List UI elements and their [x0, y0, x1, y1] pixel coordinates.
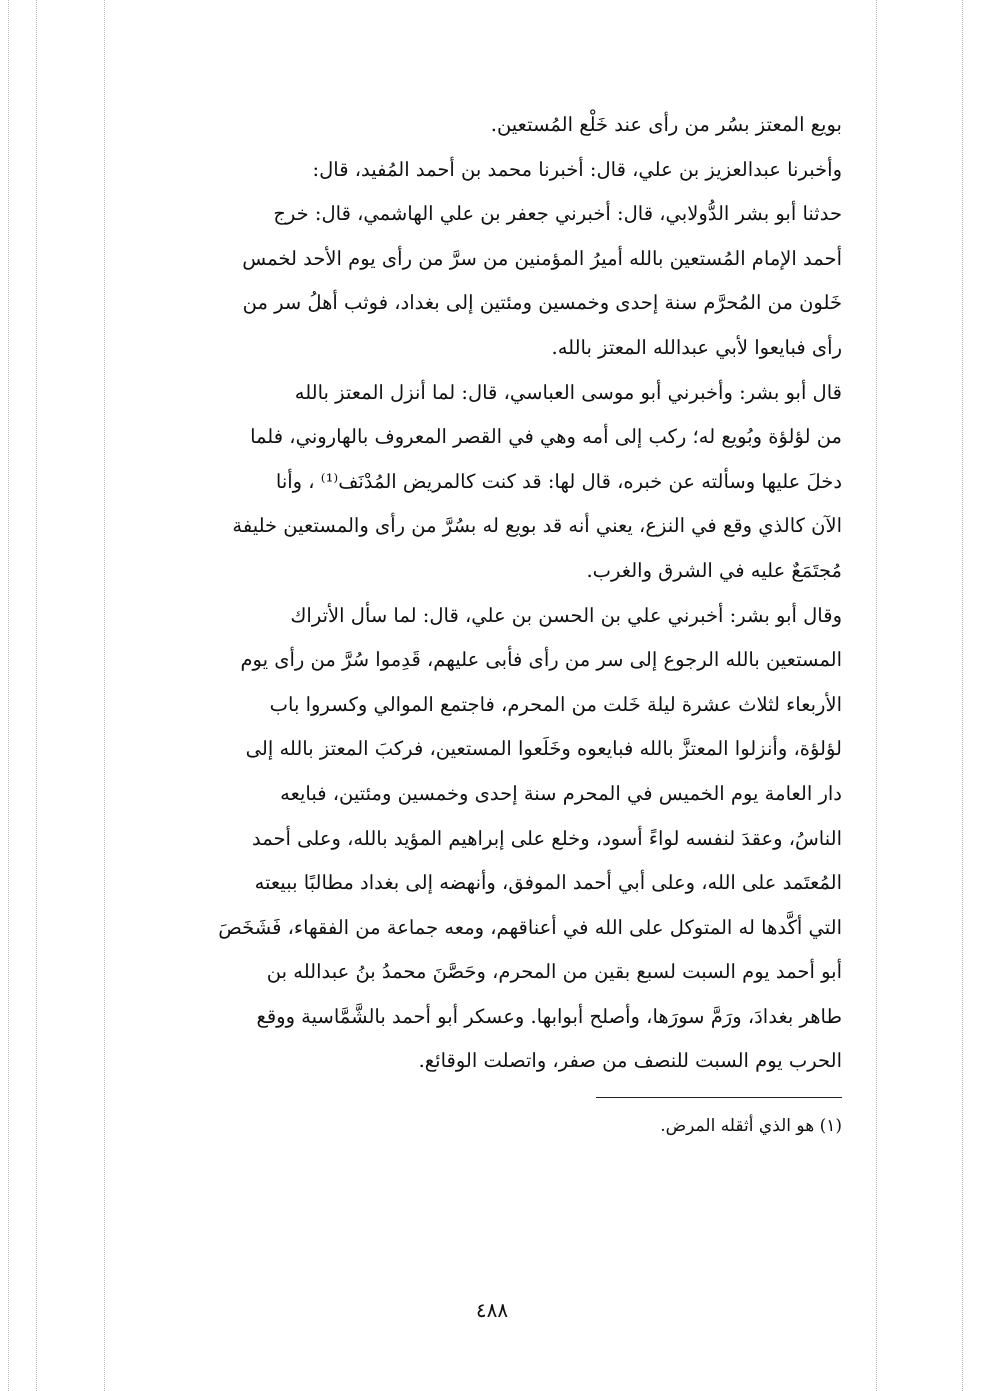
- text-line: المستعين بالله الرجوع إلى سر من رأى فأبى عليهم، قَدِموا سُرَّ من رأى يوم: [240, 648, 842, 672]
- margin-guide-right-outer: [962, 0, 963, 1391]
- page-number: ٤٨٨: [475, 1298, 509, 1322]
- text-line: وقال أبو بشر: أخبرني علي بن الحسن بن علي، قال: لما سأل الأتراك: [290, 603, 842, 627]
- text-line: لؤلؤة، وأنزلوا المعتزَّ بالله فبايعوه وخَلَعوا المستعين، فركبَ المعتز بالله إلى: [245, 737, 842, 761]
- margin-guide-right-text: [876, 0, 877, 1391]
- text-line: دخلَ عليها وسألته عن خبره، قال لها: قد كنت كالمريض المُدْنَف⁽¹⁾ ، وأنا: [275, 469, 842, 493]
- text-line: مُجتَمَعٌ عليه في الشرق والغرب.: [586, 558, 842, 582]
- margin-guide-left-text: [104, 0, 105, 1391]
- text-line: أحمد الإمام المُستعين بالله أميرُ المؤمنين من سرَّ من رأى يوم الأحد لخمس: [242, 246, 842, 270]
- footnote-divider: [596, 1097, 842, 1098]
- text-line: رأى فبايعوا لأبي عبدالله المعتز بالله.: [551, 335, 842, 359]
- text-line: حدثنا أبو بشر الدُّولابي، قال: أخبرني جعفر بن علي الهاشمي، قال: خرج: [273, 202, 842, 226]
- text-line: بويع المعتز بسُر من رأى عند خَلْع المُستعين.: [490, 113, 842, 136]
- margin-guide-left-inner: [36, 0, 37, 1391]
- footnote: (١) هو الذي أثقله المرض.: [660, 1116, 842, 1136]
- text-line: الناسُ، وعقدَ لنفسه لواءً أسود، وخلع على إبراهيم المؤيد بالله، وعلى أحمد: [251, 826, 842, 850]
- text-line: التي أكَّدها له المتوكل على الله في أعناقهم، ومعه جماعة من الفقهاء، فَشَخَصَ: [218, 915, 842, 939]
- text-line: وأخبرنا عبدالعزيز بن علي، قال: أخبرنا محمد بن أحمد المُفيد، قال:: [312, 157, 842, 181]
- body-text: [130, 103, 842, 1084]
- text-line: دار العامة يوم الخميس في المحرم سنة إحدى وخمسين ومئتين، فبايعه: [280, 781, 842, 805]
- text-line: الآن كالذي وقع في النزع، يعني أنه قد بويع له بسُرَّ من رأى والمستعين خليفة: [232, 514, 842, 538]
- text-line: المُعتَمد على الله، وعلى أبي أحمد الموفق، وأنهضه إلى بغداد مطالبًا ببيعته: [254, 871, 842, 895]
- text-line: قال أبو بشر: وأخبرني أبو موسى العباسي، قال: لما أنزل المعتز بالله: [294, 380, 842, 404]
- text-line: الحرب يوم السبت للنصف من صفر، واتصلت الوقائع.: [418, 1049, 842, 1073]
- text-line: طاهر بغدادَ، ورَمَّ سورَها، وأصلح أبوابها. وعسكر أبو أحمد بالشَّمَّاسية ووقع: [256, 1004, 842, 1028]
- text-line: أبو أحمد يوم السبت لسبع بقين من المحرم، وحَصَّنَ محمدُ بنُ عبدالله بن: [266, 960, 842, 984]
- text-line: الأربعاء لثلاث عشرة ليلة خَلت من المحرم، فاجتمع الموالي وكسروا باب: [269, 692, 842, 716]
- margin-guide-left-outer: [8, 0, 9, 1391]
- text-line: من لؤلؤة وبُويع له؛ ركب إلى أمه وهي في القصر المعروف بالهاروني، فلما: [250, 425, 842, 449]
- text-line: خَلون من المُحرَّم سنة إحدى وخمسين ومئتين إلى بغداد، فوثب أهلُ سر من: [242, 291, 842, 315]
